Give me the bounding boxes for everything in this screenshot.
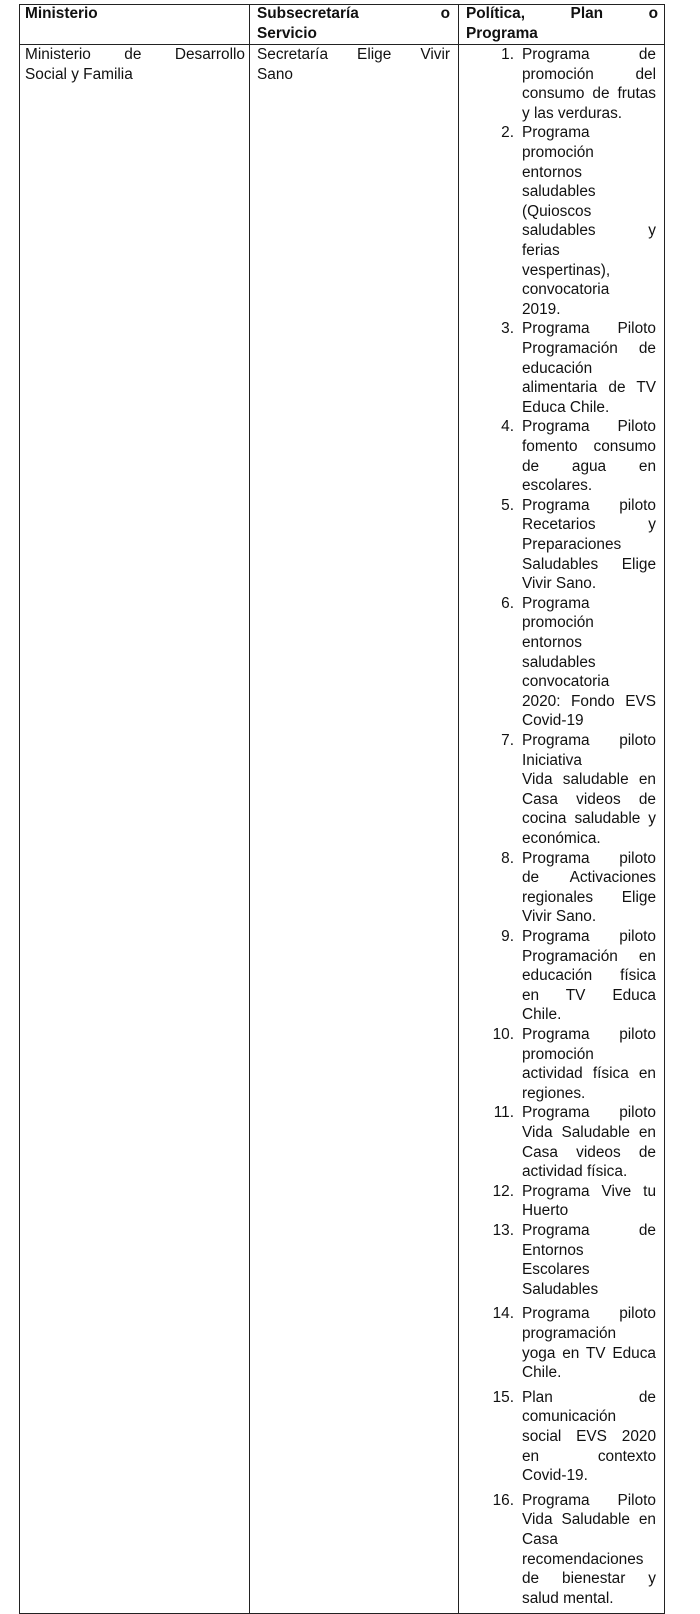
header-subsecretaria-line2: Servicio: [257, 25, 317, 42]
program-number: 13.: [492, 1222, 514, 1239]
program-number: 2.: [501, 124, 514, 142]
program-text: [522, 1221, 656, 1299]
program-text-line: 2020: Fondo EVS: [522, 692, 656, 710]
header-subsecretaria: [257, 4, 450, 44]
program-text-line: Covid-19: [522, 712, 584, 730]
program-text-line: saludables y: [522, 222, 656, 240]
program-text-line: Casa videos de: [522, 790, 656, 808]
header-politica-line2: Programa: [466, 25, 538, 42]
program-list: [484, 45, 656, 1610]
program-text-line: Programación en: [522, 947, 656, 965]
header-subsecretaria-line1: Subsecretaría o: [257, 5, 450, 22]
program-text-line: Iniciativa: [522, 751, 582, 769]
program-text: [522, 1304, 656, 1382]
program-text: [522, 731, 656, 849]
program-text-line: recomendaciones: [522, 1550, 644, 1568]
program-text-line: Preparaciones: [522, 535, 622, 553]
program-text-line: actividad física.: [522, 1163, 628, 1181]
program-text-line: actividad física en: [522, 1065, 656, 1083]
program-text-line: Saludables Elige: [522, 555, 656, 573]
program-text-line: regionales Elige: [522, 888, 656, 906]
program-text: [522, 319, 656, 417]
cell-ministerio-line2: Social y Familia: [25, 66, 133, 83]
program-text-line: comunicación: [522, 1408, 617, 1426]
program-number: 15.: [492, 1388, 514, 1406]
program-text-line: Escolares: [522, 1261, 590, 1279]
program-text-line: Programa Piloto: [522, 320, 656, 338]
program-text-line: entornos: [522, 163, 582, 181]
program-text-line: convocatoria: [522, 673, 610, 691]
program-text: [522, 927, 656, 1025]
program-text-line: consumo de frutas: [522, 85, 656, 103]
program-text: [522, 1103, 656, 1181]
program-text-line: promoción: [522, 614, 594, 632]
program-text: [522, 1182, 656, 1221]
program-text-line: en contexto: [522, 1447, 656, 1465]
program-text-line: promoción: [522, 143, 594, 161]
program-number: 4.: [501, 418, 514, 436]
program-text-line: social EVS 2020: [522, 1427, 656, 1445]
program-text-line: de Activaciones: [522, 869, 656, 887]
program-text-line: alimentaria de TV: [522, 379, 656, 397]
program-text-line: Saludables: [522, 1280, 599, 1298]
program-text: [522, 417, 656, 495]
cell-subsecretaria-line2: Sano: [257, 66, 293, 83]
program-text-line: de bienestar y: [522, 1570, 656, 1588]
program-text-line: y las verduras.: [522, 104, 623, 122]
program-number: 8.: [501, 849, 514, 867]
program-text-line: Chile.: [522, 1006, 562, 1024]
program-text-line: entornos: [522, 633, 582, 651]
program-text-line: saludables: [522, 653, 596, 671]
program-text-line: en TV Educa: [522, 986, 656, 1004]
program-text: [522, 849, 656, 927]
program-number: 14.: [492, 1305, 514, 1323]
program-text-line: cocina saludable y: [522, 810, 656, 828]
program-number: 3.: [501, 320, 514, 338]
program-text-line: Programa Vive tu: [522, 1182, 656, 1200]
program-text-line: Plan de: [522, 1388, 656, 1406]
cell-ministerio: [25, 45, 245, 85]
program-number: 1.: [501, 46, 514, 63]
program-text-line: Vida saludable en: [522, 771, 656, 789]
program-text-line: (Quioscos: [522, 202, 592, 220]
program-text-line: Programa: [522, 594, 590, 612]
program-text-line: Programa piloto: [522, 496, 656, 514]
program-number: 12.: [492, 1182, 514, 1200]
program-text-line: Programa de: [522, 46, 656, 63]
program-number: 6.: [501, 594, 514, 612]
program-text-line: Covid-19.: [522, 1467, 588, 1485]
column-divider-1: [249, 4, 250, 1614]
program-text-line: Programa piloto: [522, 928, 656, 945]
program-number: 9.: [501, 928, 514, 945]
program-text-line: ferias: [522, 241, 560, 259]
program-text-line: Programa piloto: [522, 849, 656, 867]
program-text-line: Programa: [522, 124, 590, 142]
program-number: 16.: [492, 1491, 514, 1509]
program-text: [522, 1025, 656, 1103]
program-number: 7.: [501, 732, 514, 749]
program-text: [522, 1491, 656, 1609]
program-text-line: Educa Chile.: [522, 398, 610, 416]
program-text-line: 2019.: [522, 300, 561, 318]
program-text-line: regiones.: [522, 1084, 586, 1102]
header-ministerio-text: Ministerio: [25, 5, 98, 22]
program-text: [522, 496, 656, 594]
program-text-line: Entornos: [522, 1241, 584, 1259]
header-ministerio: [25, 4, 245, 24]
program-text-line: Programa Piloto: [522, 418, 656, 436]
program-text-line: Vida Saludable en: [522, 1123, 656, 1141]
program-text-line: Vivir Sano.: [522, 575, 597, 593]
program-text-line: fomento consumo: [522, 437, 656, 455]
column-divider-2: [458, 4, 459, 1614]
program-text-line: Programa piloto: [522, 1026, 656, 1043]
program-text-line: salud mental.: [522, 1589, 614, 1607]
program-text-line: Programa piloto: [522, 732, 656, 749]
program-text-line: Casa videos de: [522, 1143, 656, 1161]
program-text-line: Programa Piloto: [522, 1491, 656, 1509]
program-text-line: yoga en TV Educa: [522, 1344, 656, 1362]
program-text-line: Casa: [522, 1530, 558, 1548]
program-text-line: Chile.: [522, 1364, 562, 1382]
program-text: [522, 1388, 656, 1486]
program-text-line: Programa piloto: [522, 1305, 656, 1323]
program-text-line: vespertinas),: [522, 261, 611, 279]
program-text-line: convocatoria: [522, 281, 610, 299]
cell-subsecretaria-line1: Secretaría Elige Vivir: [257, 46, 450, 63]
program-text-line: promoción: [522, 1045, 594, 1063]
program-text-line: educación física: [522, 967, 656, 985]
program-text-line: Vivir Sano.: [522, 908, 597, 926]
program-text-line: educación: [522, 359, 593, 377]
program-text-line: Huerto: [522, 1202, 569, 1220]
program-text-line: de agua en: [522, 457, 656, 475]
header-politica: [466, 4, 658, 44]
program-text: [522, 594, 656, 731]
program-text-line: Vida Saludable en: [522, 1511, 656, 1529]
program-text-line: escolares.: [522, 477, 593, 495]
cell-ministerio-line1: Ministerio de Desarrollo: [25, 46, 245, 63]
program-text-line: Recetarios y: [522, 516, 656, 534]
program-text-line: Programa piloto: [522, 1104, 656, 1122]
cell-subsecretaria: [257, 45, 450, 85]
program-text-line: económica.: [522, 829, 601, 847]
program-number: 10.: [492, 1026, 514, 1043]
program-text: [522, 123, 656, 319]
header-politica-line1: Política, Plan o: [466, 5, 658, 22]
program-number: 11.: [493, 1104, 514, 1122]
program-text-line: Programa de: [522, 1222, 656, 1239]
program-text: [522, 45, 656, 123]
program-text-line: programación: [522, 1324, 617, 1342]
program-text-line: saludables: [522, 183, 596, 201]
program-text-line: promoción del: [522, 65, 656, 83]
program-text-line: Programación de: [522, 339, 656, 357]
program-number: 5.: [501, 496, 514, 514]
